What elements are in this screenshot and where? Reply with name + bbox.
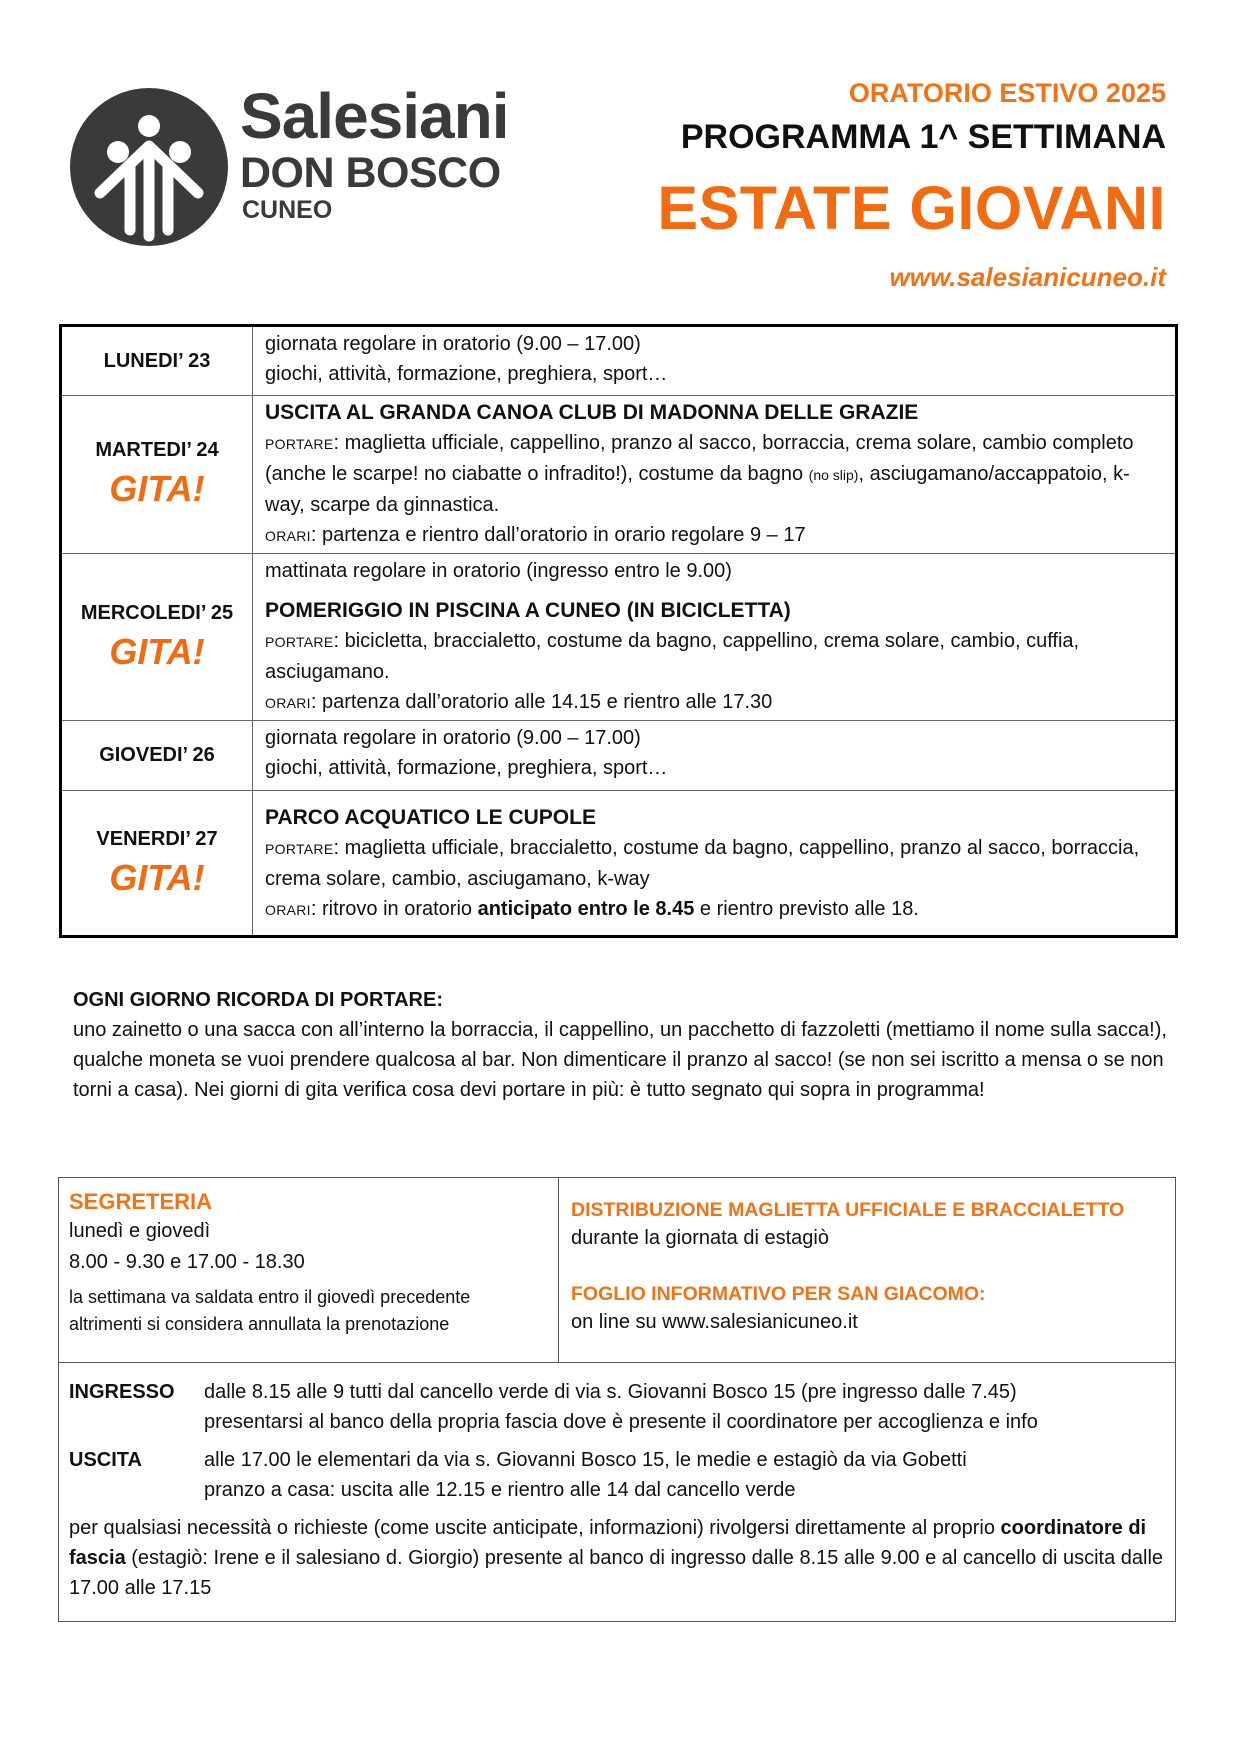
foglio-title: FOGLIO INFORMATIVO PER SAN GIACOMO: [571, 1283, 986, 1305]
portare-tail: , asciugamano/accappatoio, k-way, scarpe da ginnastica. [265, 463, 1130, 516]
day-label: MERCOLEDI’ 25 [80, 601, 234, 624]
event-title: PARCO ACQUATICO LE CUPOLE [265, 806, 596, 829]
uscita-line: pranzo a casa: uscita alle 12.15 e rientro alle 14 dal cancello verde [204, 1479, 796, 1501]
daily-reminder [73, 985, 1173, 1105]
portare-label: PORTARE [265, 841, 334, 857]
day-description [253, 554, 1177, 721]
portare-items: maglietta ufficiale, braccialetto, costume da bagno, cappellino, pranzo al sacco, borraccia, crema solare, cambio, asciugamano, k-way [265, 837, 1140, 890]
segreteria-note-line: altrimenti si considera annullata la prenotazione [69, 1314, 450, 1334]
gita-badge: GITA! [109, 468, 205, 509]
gita-badge: GITA! [109, 630, 205, 672]
foglio-text: on line su www.salesianicuneo.it [571, 1311, 858, 1333]
orari-value: ritrovo in oratorio [321, 898, 478, 920]
orari-label: ORARI [265, 528, 311, 544]
event-title: POMERIGGIO IN PISCINA A CUNEO (IN BICICLETTA) [265, 599, 791, 622]
segreteria-note [69, 1284, 548, 1338]
day-cell [61, 791, 253, 937]
portare-label: PORTARE [265, 436, 334, 452]
closing-tail: (estagiò: Irene e il salesiano d. Giorgio) presente al banco di ingresso dalle 8.15 alle 9.00 e al cancello di uscita dalle 17.00 alle 17.15 [69, 1547, 1164, 1599]
orari-tail: e rientro previsto alle 18. [694, 898, 919, 920]
description-line: giochi, attività, formazione, preghiera, sport… [265, 757, 668, 779]
ingresso-label: INGRESSO [69, 1381, 175, 1403]
day-description [253, 721, 1177, 791]
schedule-table [59, 324, 1178, 938]
segreteria-hours: 8.00 - 9.30 e 17.00 - 18.30 [69, 1251, 305, 1273]
segreteria-title: SEGRETERIA [69, 1189, 213, 1214]
salesian-people-icon [70, 88, 228, 246]
ingresso-text [204, 1377, 1165, 1437]
day-label: GIOVEDI’ 26 [99, 744, 215, 766]
logo-emblem [70, 88, 228, 246]
distribuzione-title: DISTRIBUZIONE MAGLIETTA UFFICIALE E BRACCIALETTO [571, 1199, 1125, 1221]
day-description [253, 326, 1177, 396]
closing-note [69, 1513, 1165, 1603]
orari-text: ORARI: ritrovo in oratorio anticipato entro le 8.45 e rientro previsto alle 18. [265, 898, 919, 920]
portare-items: maglietta ufficiale, cappellino, pranzo al sacco, borraccia, crema solare, cambio completo (anche le scarpe! no ciabatte o infradito!), costume da bagno [265, 432, 1134, 485]
portare-text: PORTARE: maglietta ufficiale, cappellino, pranzo al sacco, borraccia, crema solare, cambio completo (anche le scarpe! no ciabatte o infradito!), costume da bagno (no slip), asciugamano/accappatoio, k-way, scarpe da ginnastica. [265, 432, 1134, 516]
portare-text: PORTARE: bicicletta, braccialetto, costume da bagno, cappellino, crema solare, cambio, cuffia, asciugamano. [265, 630, 1080, 683]
portare-items: bicicletta, braccialetto, costume da bagno, cappellino, crema solare, cambio, cuffia, asciugamano. [265, 630, 1080, 683]
ingresso-line: presentarsi al banco della propria fascia dove è presente il coordinatore per accoglienza e info [204, 1411, 1038, 1433]
logo-wordmark: Salesiani [240, 80, 509, 152]
portare-label: PORTARE [265, 634, 334, 650]
distribution-section [559, 1178, 1175, 1362]
header-subtitle: ORATORIO ESTIVO 2025 [848, 78, 1166, 108]
uscita-row [69, 1445, 1165, 1505]
closing-highlight: coordinatore di fascia [69, 1517, 1147, 1569]
schedule-row [61, 791, 1177, 937]
day-cell [61, 721, 253, 791]
reminder-title: OGNI GIORNO RICORDA DI PORTARE: [73, 989, 443, 1011]
info-bottom-row [59, 1363, 1175, 1621]
reminder-text: uno zainetto o una sacca con all’interno la borraccia, il cappellino, un pacchetto di fazzoletti (mettiamo il nome sulla sacca!), qualche moneta se vuoi prendere qualcosa al bar. Non dimenticare il pranzo al sacco! (se non sei iscritto a mensa o se non torni a casa). Nei giorni di gita verifica cosa devi portare in più: è tutto segnato qui sopra in programma! [73, 1019, 1167, 1101]
day-label: MARTEDI’ 24 [95, 439, 219, 461]
orari-value: partenza e rientro dall’oratorio in orario regolare 9 – 17 [321, 524, 806, 546]
description-line: giornata regolare in oratorio (9.00 – 17.00) [265, 727, 641, 749]
schedule-row [61, 554, 1177, 721]
event-title: USCITA AL GRANDA CANOA CLUB DI MADONNA DELLE GRAZIE [265, 401, 919, 424]
day-cell [61, 396, 253, 554]
segreteria-section [59, 1178, 559, 1362]
distribuzione-text: durante la giornata di estagiò [571, 1227, 829, 1249]
orari-value: partenza dall’oratorio alle 14.15 e rientro alle 17.30 [321, 691, 773, 713]
schedule-row [61, 326, 1177, 396]
day-label: LUNEDI’ 23 [103, 349, 211, 372]
orari-text: ORARI: partenza dall’oratorio alle 14.15 e rientro alle 17.30 [265, 691, 773, 713]
page-title: ESTATE GIOVANI [657, 174, 1166, 242]
schedule-row [61, 396, 1177, 554]
info-box [58, 1177, 1176, 1622]
portare-text: PORTARE: maglietta ufficiale, braccialetto, costume da bagno, cappellino, pranzo al sacco, borraccia, crema solare, cambio, asciugamano, k-way [265, 837, 1140, 890]
uscita-text [204, 1445, 1165, 1505]
orari-label: ORARI [265, 902, 311, 918]
segreteria-note-line: la settimana va saldata entro il giovedì precedente [69, 1287, 471, 1307]
uscita-line: alle 17.00 le elementari da via s. Giovanni Bosco 15, le medie e estagiò da via Gobetti [204, 1449, 967, 1471]
logo-city: CUNEO [242, 196, 333, 224]
day-cell [61, 326, 253, 396]
ingresso-row [69, 1377, 1165, 1437]
day-label: VENERDI’ 27 [96, 827, 218, 850]
day-cell [61, 554, 253, 721]
day-description [253, 396, 1177, 554]
segreteria-days: lunedì e giovedì [69, 1220, 211, 1242]
header-program: PROGRAMMA 1^ SETTIMANA [680, 118, 1166, 156]
logo-subtitle: DON BOSCO [240, 149, 501, 197]
event-intro: mattinata regolare in oratorio (ingresso entro le 9.00) [265, 560, 732, 582]
ingresso-line: dalle 8.15 alle 9 tutti dal cancello verde di via s. Giovanni Bosco 15 (pre ingresso dalle 7.45) [204, 1381, 1017, 1403]
day-description [253, 791, 1177, 937]
description-line: giochi, attività, formazione, preghiera, sport… [265, 363, 668, 385]
info-top-row [59, 1178, 1175, 1363]
gita-badge: GITA! [109, 856, 205, 898]
orari-text: ORARI: partenza e rientro dall’oratorio in orario regolare 9 – 17 [265, 524, 806, 546]
schedule-row [61, 721, 1177, 791]
uscita-label: USCITA [69, 1449, 142, 1471]
portare-note: (no slip) [808, 467, 859, 483]
orari-label: ORARI [265, 695, 311, 711]
closing-text: per qualsiasi necessità o richieste (come uscite anticipate, informazioni) rivolgersi direttamente al proprio [69, 1517, 1001, 1539]
description-line: giornata regolare in oratorio (9.00 – 17.00) [265, 333, 641, 355]
website-link[interactable]: www.salesianicuneo.it [889, 262, 1166, 292]
orari-highlight: anticipato entro le 8.45 [477, 898, 695, 920]
